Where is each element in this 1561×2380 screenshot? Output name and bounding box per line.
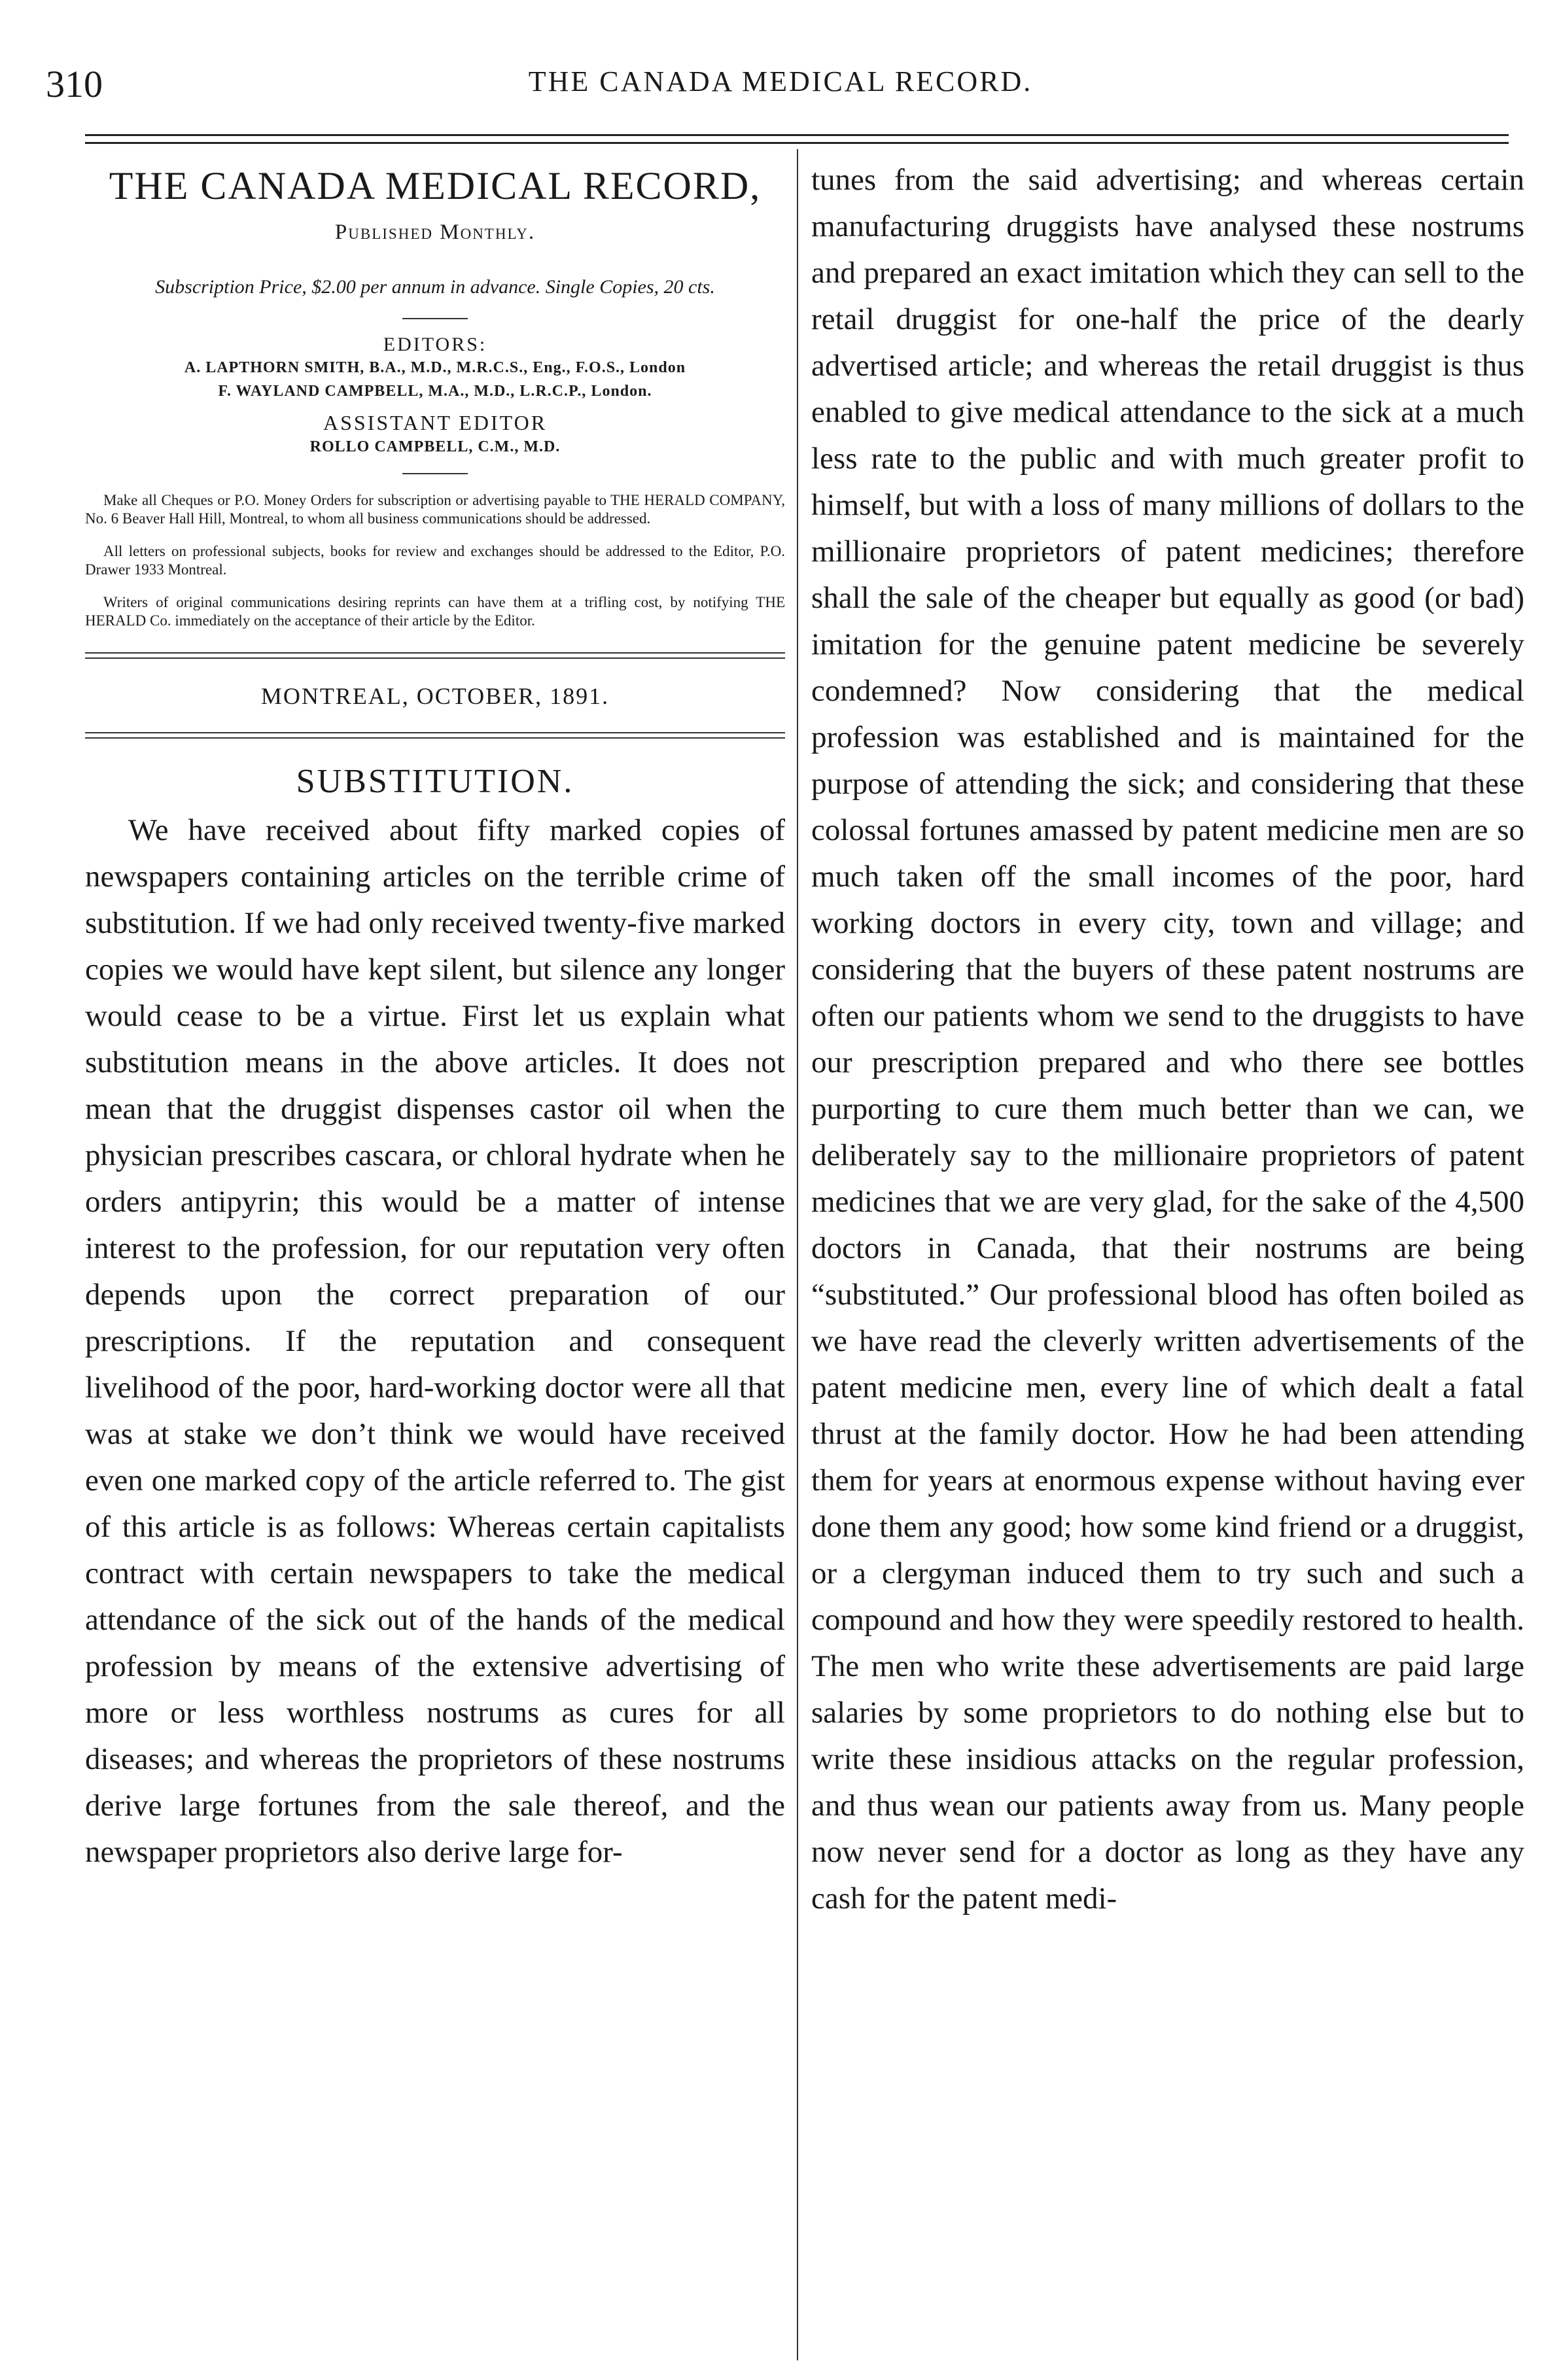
notice-payment: Make all Cheques or P.O. Money Orders for subscription or advertising payable to THE HERALD COMPANY, No. 6 Beaver Hall Hill, Montreal, to whom all business communications should be addressed. bbox=[85, 492, 785, 527]
article-title: SUBSTITUTION. bbox=[296, 763, 574, 800]
subscription-price: Subscription Price, $2.00 per annum in advance. Single Copies, 20 cts. bbox=[155, 276, 715, 298]
masthead-published: Published Monthly. bbox=[334, 220, 536, 244]
notices bbox=[85, 491, 785, 630]
section-rule bbox=[85, 652, 785, 659]
notice-reprints: Writers of original communications desiring reprints can have them at a trifling cost, by notifying THE HERALD Co. immediately on the acceptance of their article by the Editor. bbox=[85, 594, 785, 629]
right-column bbox=[811, 157, 1524, 1922]
article-body-right: tunes from the said advertising; and whereas certain manufacturing druggists have analysed these nostrums and prepared an exact imitation which they can sell to the retail druggist for one-half the price of the dearly advertised article; and whereas the retail druggist is thus enabled to give medical attendance to the sick at a much less rate to the public and with much greater profit to himself, but with a loss of many millions of dollars to the millionaire proprietors of patent medicines; therefore shall the sale of the cheaper but equally as good (or bad) imitation for the genuine patent medicine be severely condemned? Now considering that the medical profession was established and is maintained for the purpose of attending the sick; and considering that these colossal fortunes amassed by patent medicine men are so much taken off the small incomes of the poor, hard working doctors in every city, town and village; and considering that the buyers of these patent nostrums are often our patients whom we send to the druggists to have our prescription prepared and who there see bottles purporting to cure them much better than we can, we deliberately say to the millionaire proprietors of patent medicines that we are very glad, for the sake of the 4,500 doctors in Canada, that their nostrums are being “substituted.” Our professional blood has often boiled as we have read the cleverly written advertisements of the patent medicine men, every line of which dealt a fatal thrust at the family doctor. How he had been attending them for years at enormous expense without having ever done them any good; how some kind friend or a druggist, or a clergyman induced them to try such and such a compound and how they were speedily restored to health. The men who write these advertisements are paid large salaries by some proprietors to do nothing else but to write these insidious attacks on the regular profession, and thus wean our patients away from us. Many people now never send for a doctor as long as they have any cash for the patent medi- bbox=[811, 163, 1524, 1916]
running-head bbox=[46, 62, 1515, 121]
short-rule bbox=[402, 318, 468, 319]
masthead-title: THE CANADA MEDICAL RECORD, bbox=[109, 164, 762, 207]
short-rule bbox=[402, 473, 468, 474]
dateline: MONTREAL, OCTOBER, 1891. bbox=[260, 683, 610, 709]
section-rule bbox=[85, 732, 785, 739]
editor-2: F. WAYLAND CAMPBELL, M.A., M.D., L.R.C.P., London. bbox=[218, 383, 652, 400]
editors-heading: EDITORS: bbox=[383, 334, 487, 355]
assistant-editor: ROLLO CAMPBELL, C.M., M.D. bbox=[309, 438, 561, 455]
column-divider bbox=[797, 149, 798, 2360]
journal-running-title: THE CANADA MEDICAL RECORD. bbox=[528, 65, 1033, 97]
page-number: 310 bbox=[46, 63, 103, 105]
article-body-left: We have received about fifty marked copies of newspapers containing articles on the terrible crime of substitution. If we had only received twenty-five marked copies we would have kept silent, but silence any longer would cease to be a virtue. First let us explain what substitution means in the above articles. It does not mean that the druggist dispenses castor oil when the physician prescribes cascara, or chloral hydrate when he orders antipyrin; this would be a matter of intense interest to the profession, for our reputation very often depends upon the correct preparation of our prescriptions. If the reputation and consequent livelihood of the poor, hard-working doctor were all that was at stake we don’t think we would have received even one marked copy of the article referred to. The gist of this article is as follows: Whereas certain capitalists contract with certain newspapers to take the medical attendance of the sick out of the hands of the medical profession by means of the extensive advertising of more or less worthless nostrums as cures for all diseases; and whereas the proprietors of these nostrums derive large fortunes from the sale thereof, and the newspaper proprietors also derive large for- bbox=[85, 813, 785, 1869]
assistant-editor-heading: ASSISTANT EDITOR bbox=[323, 411, 548, 434]
header-double-rule bbox=[85, 134, 1509, 144]
notice-letters: All letters on professional subjects, books for review and exchanges should be addressed to the Editor, P.O. Drawer 1933 Montreal. bbox=[85, 543, 785, 578]
editor-1: A. LAPTHORN SMITH, B.A., M.D., M.R.C.S., Eng., F.O.S., London bbox=[184, 359, 686, 376]
left-column bbox=[85, 157, 785, 1876]
